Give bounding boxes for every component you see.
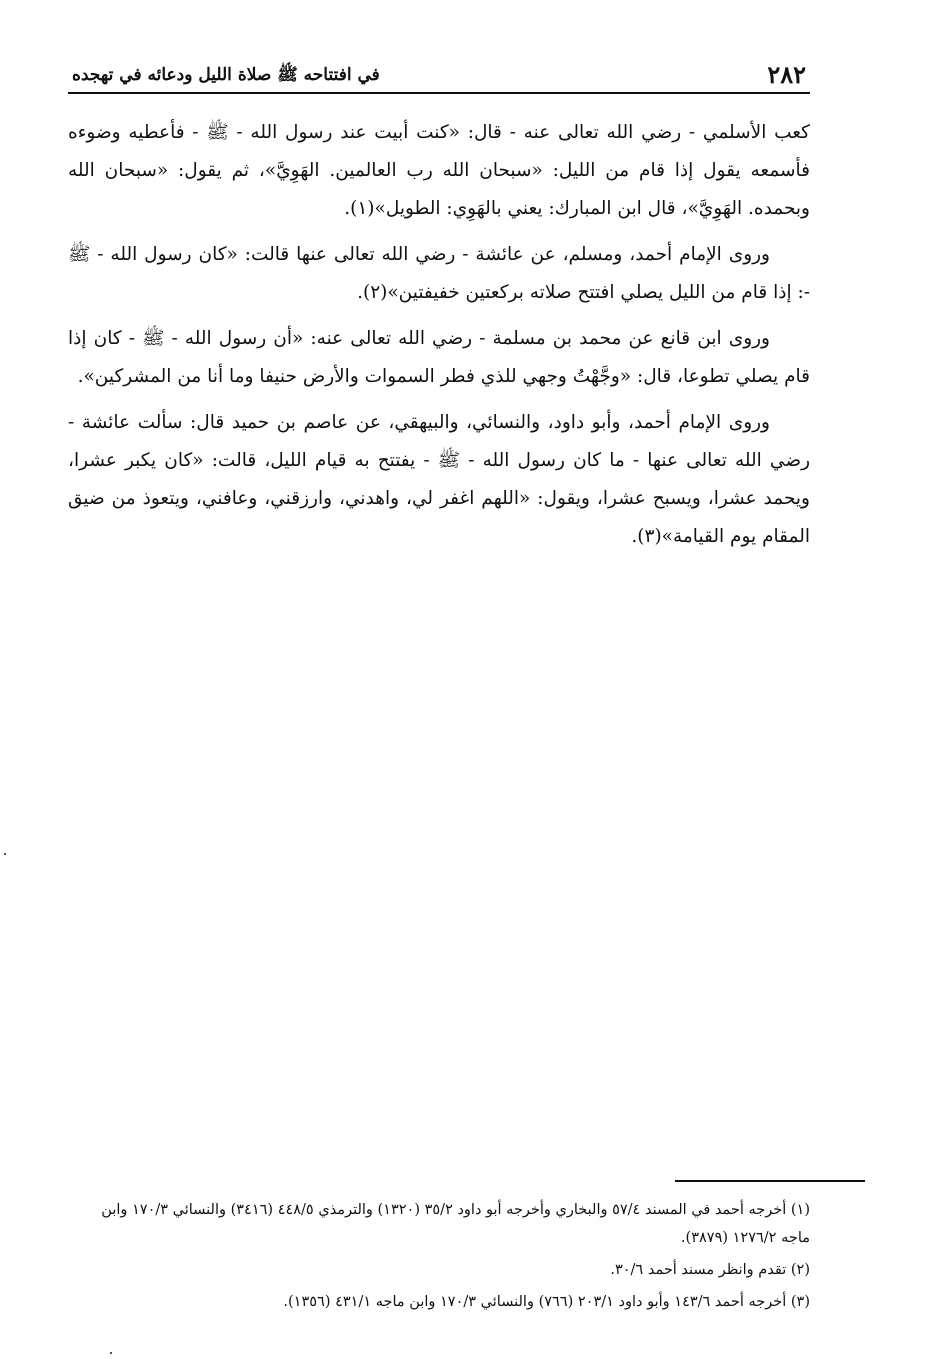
footnote-2: (٢) تقدم وانظر مسند أحمد ٣٠/٦. [610, 1262, 810, 1278]
main-text [68, 114, 810, 556]
paragraph-4: وروى الإمام أحمد، وأبو داود، والنسائي، والبيهقي، عن عاصم بن حميد قال: سألت عائشة - رضي الله تعالى عنها - ما كان رسول الله - ﷺ - يفتتح به قيام الليل، قالت: «كان يكبر عشرا، ويحمد عشرا، ويسبح عشرا، ويقول: «اللهم اغفر لي، واهدني، وارزقني، وعافني، ويتعوذ من ضيق المقام يوم القيامة»(٣). [68, 412, 810, 547]
page-header [68, 56, 810, 94]
page-number: ٢٨٢ [767, 60, 806, 89]
footnote-separator [675, 1180, 865, 1182]
scan-speck [110, 1352, 112, 1354]
paragraph-2: وروى الإمام أحمد، ومسلم، عن عائشة - رضي الله تعالى عنها قالت: «كان رسول الله - ﷺ -: إذا قام من الليل يصلي افتتح صلاته بركعتين خفيفتين»(٢). [68, 244, 810, 303]
footnote-1: (١) أخرجه أحمد في المسند ٥٧/٤ والبخاري وأخرجه أبو داود ٣٥/٢ (١٣٢٠) والترمذي ٤٤٨/٥ (٣٤١٦) والنسائي ١٧٠/٣ وابن ماجه ١٢٧٦/٢ (٣٨٧٩). [101, 1202, 810, 1246]
running-title: في افتتاحه ﷺ صلاة الليل ودعائه في تهجده [72, 65, 380, 85]
paragraph-1: كعب الأسلمي - رضي الله تعالى عنه - قال: «كنت أبيت عند رسول الله - ﷺ - فأعطيه وضوءه فأسمعه يقول إذا قام من الليل: «سبحان الله رب العالمين. الهَوِيَّ»، ثم يقول: «سبحان الله وبحمده. الهَوِيَّ»، قال ابن المبارك: يعني بالهَوِي: الطويل»(١). [68, 122, 810, 219]
footnote-3: (٣) أخرجه أحمد ١٤٣/٦ وأبو داود ٢٠٣/١ (٧٦٦) والنسائي ١٧٠/٣ وابن ماجه ٤٣١/١ (١٣٥٦). [283, 1294, 810, 1310]
scan-speck [4, 853, 6, 855]
footnotes [68, 1196, 810, 1320]
book-page [68, 56, 810, 564]
paragraph-3: وروى ابن قانع عن محمد بن مسلمة - رضي الله تعالى عنه: «أن رسول الله - ﷺ - كان إذا قام يصلي تطوعا، قال: «وجَّهْتُ وجهي للذي فطر السموات والأرض حنيفا وما أنا من المشركين». [68, 328, 810, 387]
